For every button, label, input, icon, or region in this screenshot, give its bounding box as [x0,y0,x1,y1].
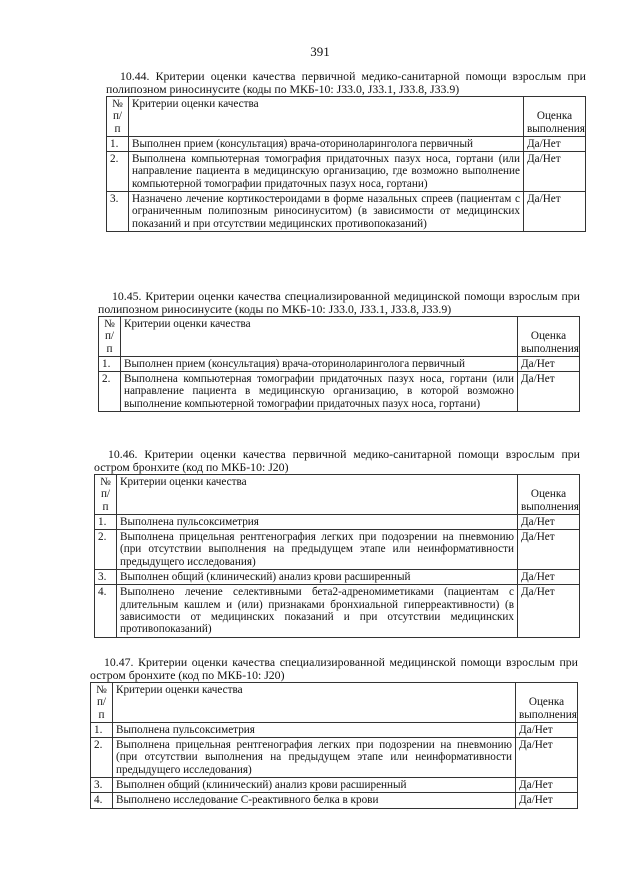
table-row [107,152,586,192]
row-number: 2. [99,372,121,412]
header-num: № п/п [99,317,121,357]
header-criterion: Критерии оценки качества [117,475,518,515]
section-heading: 10.47. Критерии оценки качества специализированной медицинской помощи взрослым при остром бронхите (код по МКБ-10: J20) [90,655,578,682]
row-number: 3. [95,570,117,585]
row-score: Да/Нет [518,585,580,637]
table-row [95,530,580,570]
header-criterion: Критерии оценки качества [113,683,516,723]
table-header-row [107,97,586,137]
row-criterion: Выполнена пульсоксиметрия [113,722,516,737]
row-score: Да/Нет [516,738,578,778]
header-criterion: Критерии оценки качества [121,317,518,357]
row-criterion: Выполнена пульсоксиметрия [117,514,518,529]
row-criterion: Выполнена компьютерная томографии придаточных пазух носа, гортани (или направление пациента в медицинскую организацию, в которой возможно выполнение компьютерной томографии придаточных пазух носа, гортани) [121,372,518,412]
row-number: 1. [107,136,129,151]
row-number: 2. [107,152,129,192]
row-score: Да/Нет [524,136,586,151]
row-number: 1. [95,514,117,529]
row-number: 2. [95,530,117,570]
row-score: Да/Нет [516,793,578,808]
row-criterion: Выполнена прицельная рентгенография легких при подозрении на пневмонию (при отсутствии выполнения на предыдущем этапе или неинформативности предыдущего исследования) [117,530,518,570]
row-score: Да/Нет [518,372,580,412]
criteria-table [98,316,580,412]
row-number: 2. [91,738,113,778]
row-number: 4. [95,585,117,637]
table-row [91,793,578,808]
table-row [107,192,586,232]
row-criterion: Выполнено лечение селективными бета2-адреномиметиками (пациентам с длительным кашлем и (или) признаками бронхиальной гиперреактивности) (в зависимости от медицинских показаний и при отсутствии медицинских противопоказаний) [117,585,518,637]
section-heading: 10.44. Критерии оценки качества первичной медико-санитарной помощи взрослым при полипозном риносинусите (коды по МКБ-10: J33.0, J33.1, J33.8, J33.9) [106,69,586,96]
table-row [91,738,578,778]
table-row [107,136,586,151]
section-heading: 10.45. Критерии оценки качества специализированной медицинской помощи взрослым при полипозном риносинусите (коды по МКБ-10: J33.0, J33.1, J33.8, J33.9) [98,289,580,316]
table-header-row [99,317,580,357]
section-10-46 [94,448,580,638]
page-number: 391 [310,44,330,59]
table-row [95,585,580,637]
row-criterion: Выполнен прием (консультация) врача-оториноларинголога первичный [129,136,524,151]
section-10-47 [90,656,578,809]
header-criterion: Критерии оценки качества [129,97,524,137]
row-score: Да/Нет [524,192,586,232]
table-header-row [91,683,578,723]
row-number: 1. [91,722,113,737]
header-num: № п/п [95,475,117,515]
table-row [99,356,580,371]
row-score: Да/Нет [516,778,578,793]
header-num: № п/п [91,683,113,723]
header-score: Оценка выполнения [518,475,580,515]
row-score: Да/Нет [518,356,580,371]
table-row [95,514,580,529]
criteria-table [94,474,580,638]
section-10-44 [106,70,586,232]
table-header-row [95,475,580,515]
section-heading: 10.46. Критерии оценки качества первичной медико-санитарной помощи взрослым при остром бронхите (код по МКБ-10: J20) [94,447,580,474]
row-score: Да/Нет [518,570,580,585]
criteria-table [106,96,586,232]
row-number: 3. [107,192,129,232]
header-score: Оценка выполнения [518,317,580,357]
table-row [99,372,580,412]
row-criterion: Выполнено исследование С-реактивного белка в крови [113,793,516,808]
row-score: Да/Нет [524,152,586,192]
row-number: 3. [91,778,113,793]
section-10-45 [98,290,580,412]
row-criterion: Назначено лечение кортикостероидами в форме назальных спреев (пациентам с ограниченным полипозным риносинуситом) (в зависимости от медицинских показаний и при отсутствии медицинских противопоказаний) [129,192,524,232]
row-score: Да/Нет [518,530,580,570]
row-criterion: Выполнен прием (консультация) врача-оториноларинголога первичный [121,356,518,371]
row-score: Да/Нет [516,722,578,737]
header-score: Оценка выполнения [524,97,586,137]
table-row [91,722,578,737]
row-criterion: Выполнена компьютерная томография придаточных пазух носа, гортани (или направление пациента в медицинскую организацию, где возможно выполнение компьютерной томографии придаточных пазух носа, гортани) [129,152,524,192]
row-number: 1. [99,356,121,371]
row-criterion: Выполнен общий (клинический) анализ крови расширенный [113,778,516,793]
table-row [91,778,578,793]
criteria-table [90,682,578,809]
row-criterion: Выполнена прицельная рентгенография легких при подозрении на пневмонию (при отсутствии выполнения на предыдущем этапе или неинформативности предыдущего исследования) [113,738,516,778]
row-number: 4. [91,793,113,808]
table-row [95,570,580,585]
row-criterion: Выполнен общий (клинический) анализ крови расширенный [117,570,518,585]
header-score: Оценка выполнения [516,683,578,723]
header-num: № п/п [107,97,129,137]
row-score: Да/Нет [518,514,580,529]
